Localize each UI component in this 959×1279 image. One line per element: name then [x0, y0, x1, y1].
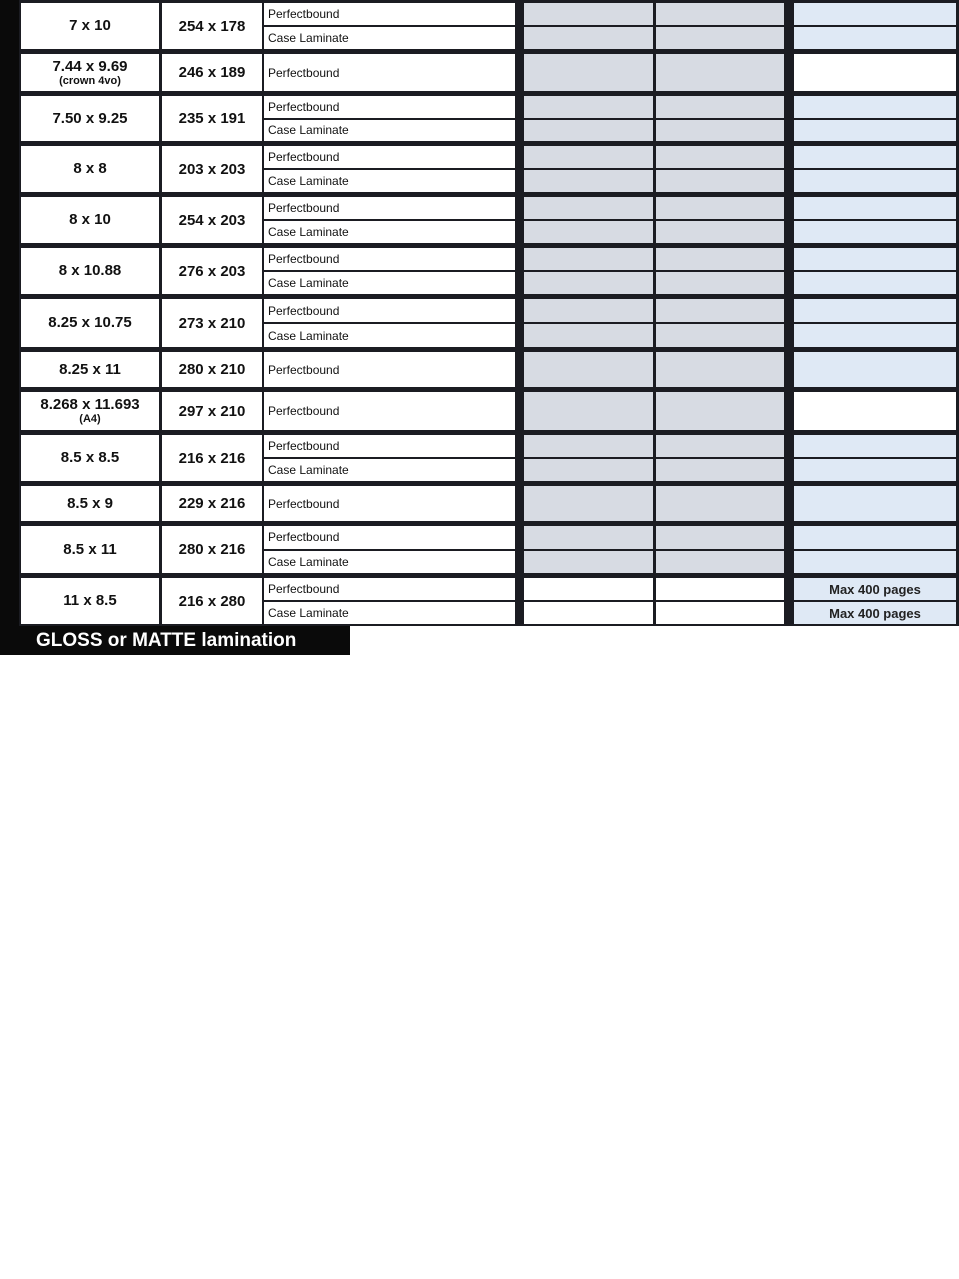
option-cell-c	[794, 96, 956, 118]
option-cell-a	[524, 459, 653, 481]
size-inches-cell	[21, 54, 159, 91]
option-cell-a	[524, 120, 653, 142]
size-mm-cell: 216 x 280	[162, 578, 262, 624]
size-inches: 8.5 x 9	[67, 494, 113, 512]
size-inches-cell	[21, 299, 159, 347]
option-cell-a	[524, 526, 653, 549]
option-cell-c	[794, 248, 956, 270]
option-cell-a	[524, 299, 653, 322]
binding-type-cell: Case Laminate	[264, 324, 515, 347]
binding-type-cell: Perfectbound	[264, 526, 515, 549]
option-cell-a	[524, 486, 653, 521]
option-cell-a	[524, 248, 653, 270]
size-note: (A4)	[79, 413, 101, 426]
option-cell-b	[656, 526, 784, 549]
option-cell-c	[794, 272, 956, 294]
option-cell-a	[524, 146, 653, 168]
option-cell-c	[794, 54, 956, 91]
option-cell-c	[794, 27, 956, 49]
binding-type-cell: Perfectbound	[264, 486, 515, 521]
size-inches: 7.44 x 9.69	[52, 57, 128, 75]
binding-type-cell: Perfectbound	[264, 3, 515, 25]
binding-type-cell: Case Laminate	[264, 272, 515, 294]
option-cell-c	[794, 197, 956, 219]
size-inches-cell	[21, 96, 159, 141]
option-cell-b	[656, 120, 784, 142]
size-inches-cell	[21, 3, 159, 49]
size-mm-cell: 235 x 191	[162, 96, 262, 141]
option-cell-a	[524, 602, 653, 624]
option-cell-b	[656, 435, 784, 457]
option-cell-b	[656, 54, 784, 91]
option-cell-c	[794, 146, 956, 168]
size-inches: 8.5 x 8.5	[60, 449, 120, 467]
size-mm-cell: 229 x 216	[162, 486, 262, 521]
option-cell-a	[524, 96, 653, 118]
option-cell-b	[656, 459, 784, 481]
option-cell-c	[794, 392, 956, 430]
size-note: (crown 4vo)	[59, 74, 121, 87]
option-cell-b	[656, 392, 784, 430]
binding-type-cell: Perfectbound	[264, 248, 515, 270]
option-cell-b	[656, 248, 784, 270]
option-cell-b	[656, 27, 784, 49]
option-cell-a	[524, 551, 653, 574]
size-mm-cell: 216 x 216	[162, 435, 262, 481]
option-cell-c	[794, 221, 956, 243]
option-cell-a	[524, 392, 653, 430]
size-inches-cell	[21, 486, 159, 521]
binding-type-cell: Case Laminate	[264, 459, 515, 481]
binding-type-cell: Case Laminate	[264, 551, 515, 574]
option-cell-b	[656, 551, 784, 574]
size-mm-cell: 254 x 178	[162, 3, 262, 49]
option-cell-c	[794, 459, 956, 481]
size-inches-cell	[21, 248, 159, 294]
option-cell-b	[656, 272, 784, 294]
binding-type-cell: Perfectbound	[264, 54, 515, 91]
option-cell-a	[524, 170, 653, 192]
page-limit-note: Max 400 pages	[794, 602, 956, 624]
option-cell-b	[656, 486, 784, 521]
size-inches: 8 x 10	[69, 211, 111, 229]
option-cell-b	[656, 221, 784, 243]
size-inches: 7.50 x 9.25	[52, 109, 128, 127]
size-mm-cell: 280 x 210	[162, 352, 262, 387]
size-inches: 7 x 10	[69, 17, 111, 35]
binding-type-cell: Perfectbound	[264, 392, 515, 430]
option-cell-a	[524, 221, 653, 243]
option-cell-a	[524, 324, 653, 347]
option-cell-a	[524, 578, 653, 600]
option-cell-c	[794, 352, 956, 387]
option-cell-c	[794, 486, 956, 521]
size-mm-cell: 203 x 203	[162, 146, 262, 192]
option-cell-b	[656, 96, 784, 118]
size-inches-cell	[21, 578, 159, 624]
option-cell-b	[656, 299, 784, 322]
binding-type-cell: Perfectbound	[264, 146, 515, 168]
option-cell-b	[656, 352, 784, 387]
size-inches-cell	[21, 146, 159, 192]
size-inches: 8.25 x 10.75	[48, 314, 132, 332]
size-inches-cell	[21, 197, 159, 243]
binding-type-cell: Case Laminate	[264, 170, 515, 192]
size-mm-cell: 246 x 189	[162, 54, 262, 91]
lamination-footer: GLOSS or MATTE lamination	[0, 626, 350, 655]
option-cell-a	[524, 352, 653, 387]
option-cell-b	[656, 324, 784, 347]
size-mm-cell: 280 x 216	[162, 526, 262, 573]
binding-type-cell: Perfectbound	[264, 197, 515, 219]
page-limit-note: Max 400 pages	[794, 578, 956, 600]
binding-type-cell: Case Laminate	[264, 27, 515, 49]
binding-type-cell: Perfectbound	[264, 578, 515, 600]
size-inches: 8.5 x 11	[63, 540, 117, 558]
binding-type-cell: Case Laminate	[264, 120, 515, 142]
size-mm-cell: 254 x 203	[162, 197, 262, 243]
binding-type-cell: Case Laminate	[264, 602, 515, 624]
binding-type-cell: Perfectbound	[264, 96, 515, 118]
size-inches-cell	[21, 392, 159, 430]
size-inches: 11 x 8.5	[63, 592, 117, 610]
binding-type-cell: Perfectbound	[264, 352, 515, 387]
size-inches-cell	[21, 352, 159, 387]
size-mm-cell: 276 x 203	[162, 248, 262, 294]
left-border-bar	[0, 0, 19, 655]
option-cell-a	[524, 272, 653, 294]
option-cell-b	[656, 3, 784, 25]
size-mm-cell: 273 x 210	[162, 299, 262, 347]
option-cell-a	[524, 3, 653, 25]
option-cell-c	[794, 435, 956, 457]
option-cell-c	[794, 526, 956, 549]
size-mm-cell: 297 x 210	[162, 392, 262, 430]
binding-type-cell: Perfectbound	[264, 299, 515, 322]
option-cell-a	[524, 27, 653, 49]
option-cell-c	[794, 3, 956, 25]
option-cell-c	[794, 299, 956, 322]
option-cell-a	[524, 197, 653, 219]
size-inches-cell	[21, 526, 159, 573]
option-cell-b	[656, 602, 784, 624]
option-cell-c	[794, 120, 956, 142]
option-cell-a	[524, 54, 653, 91]
option-cell-c	[794, 551, 956, 574]
option-cell-a	[524, 435, 653, 457]
size-inches: 8.268 x 11.693	[40, 396, 140, 414]
option-cell-b	[656, 146, 784, 168]
size-inches: 8 x 10.88	[58, 262, 122, 280]
binding-type-cell: Perfectbound	[264, 435, 515, 457]
option-cell-b	[656, 197, 784, 219]
binding-type-cell: Case Laminate	[264, 221, 515, 243]
option-cell-b	[656, 578, 784, 600]
size-inches: 8 x 8	[73, 160, 107, 178]
option-cell-c	[794, 170, 956, 192]
size-inches: 8.25 x 11	[59, 360, 121, 378]
size-inches-cell	[21, 435, 159, 481]
option-cell-b	[656, 170, 784, 192]
option-cell-c	[794, 324, 956, 347]
